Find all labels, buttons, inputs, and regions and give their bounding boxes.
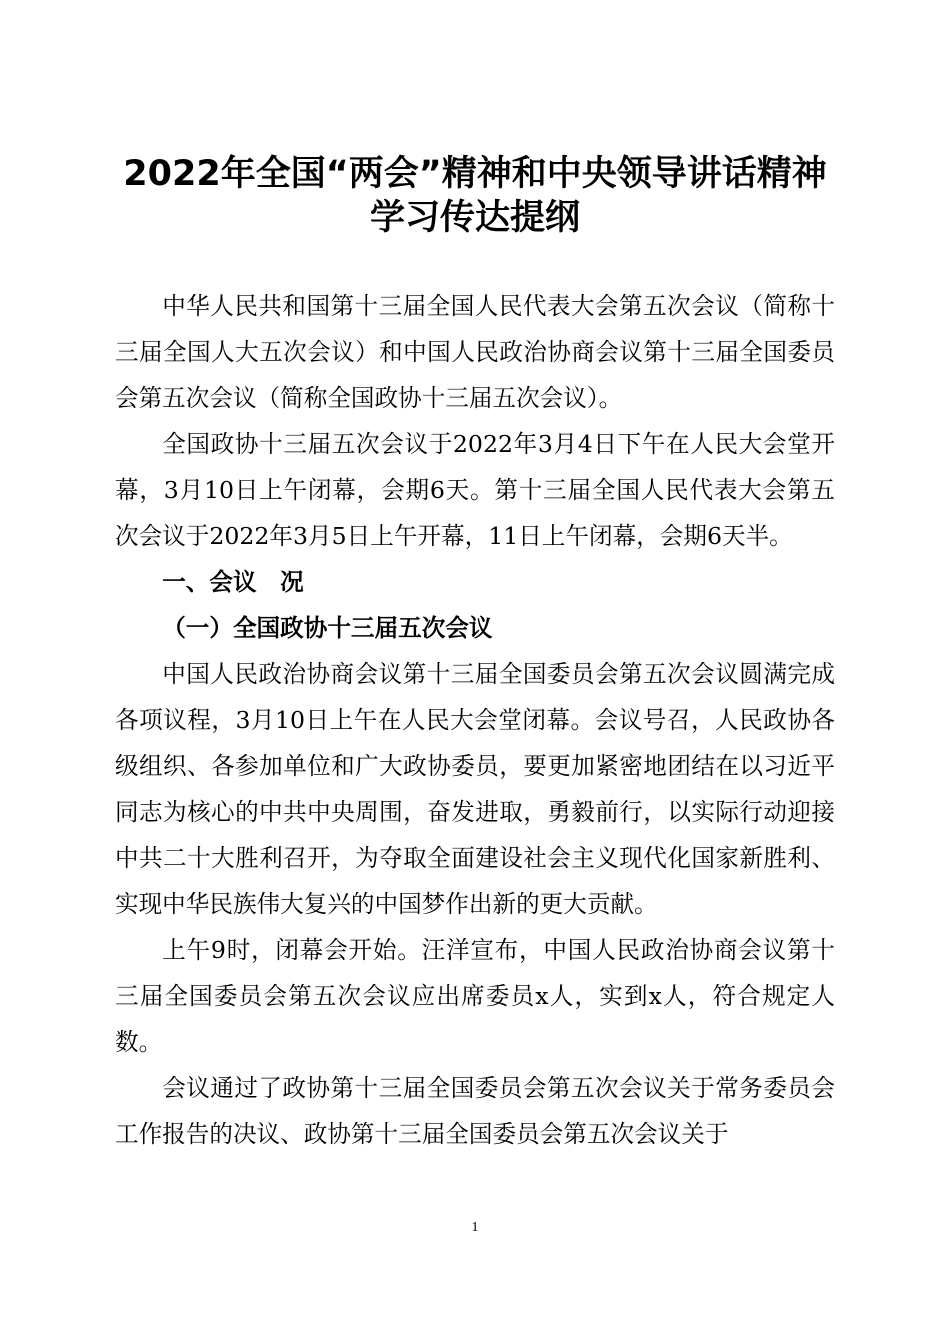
paragraph-closing: 中国人民政治协商会议第十三届全国委员会第五次会议圆满完成各项议程，3月10日上午在人民大会堂闭幕。会议号召，人民政协各级组织、各参加单位和广大政协委员，要更加紧密地团结在以习近平同志为核心的中共中央周围，奋发进取，勇毅前行，以实际行动迎接中共二十大胜利召开，为夺取全面建设社会主义现代化国家新胜利、实现中华民族伟大复兴的中国梦作出新的更大贡献。: [115, 660, 835, 918]
document-body: [115, 283, 835, 1157]
document-title-line-2: 学习传达提纲: [369, 198, 580, 238]
document-title-line-1: 2022年全国“两会”精神和中央领导讲话精神: [123, 154, 827, 194]
paragraph-intro: 中华人民共和国第十三届全国人民代表大会第五次会议（简称十三届全国人大五次会议）和中国人民政治协商会议第十三届全国委员会第五次会议（简称全国政协十三届五次会议）。: [115, 292, 835, 412]
section-heading: 一、会议 况: [162, 568, 304, 596]
paragraph-attendance: 上午9时，闭幕会开始。汪洋宣布，中国人民政治协商会议第十三届全国委员会第五次会议应出席委员x人，实到x人，符合规定人数。: [115, 936, 835, 1056]
page-number: 1: [471, 1220, 479, 1235]
paragraph-resolutions: 会议通过了政协第十三届全国委员会第五次会议关于常务委员会工作报告的决议、政协第十三届全国委员会第五次会议关于: [115, 1074, 835, 1148]
subsection-heading: （一）全国政协十三届五次会议: [162, 614, 493, 642]
paragraph-schedule: 全国政协十三届五次会议于2022年3月4日下午在人民大会堂开幕，3月10日上午闭幕，会期6天。第十三届全国人民代表大会第五次会议于2022年3月5日上午开幕，11日上午闭幕，会期6天半。: [115, 430, 835, 550]
